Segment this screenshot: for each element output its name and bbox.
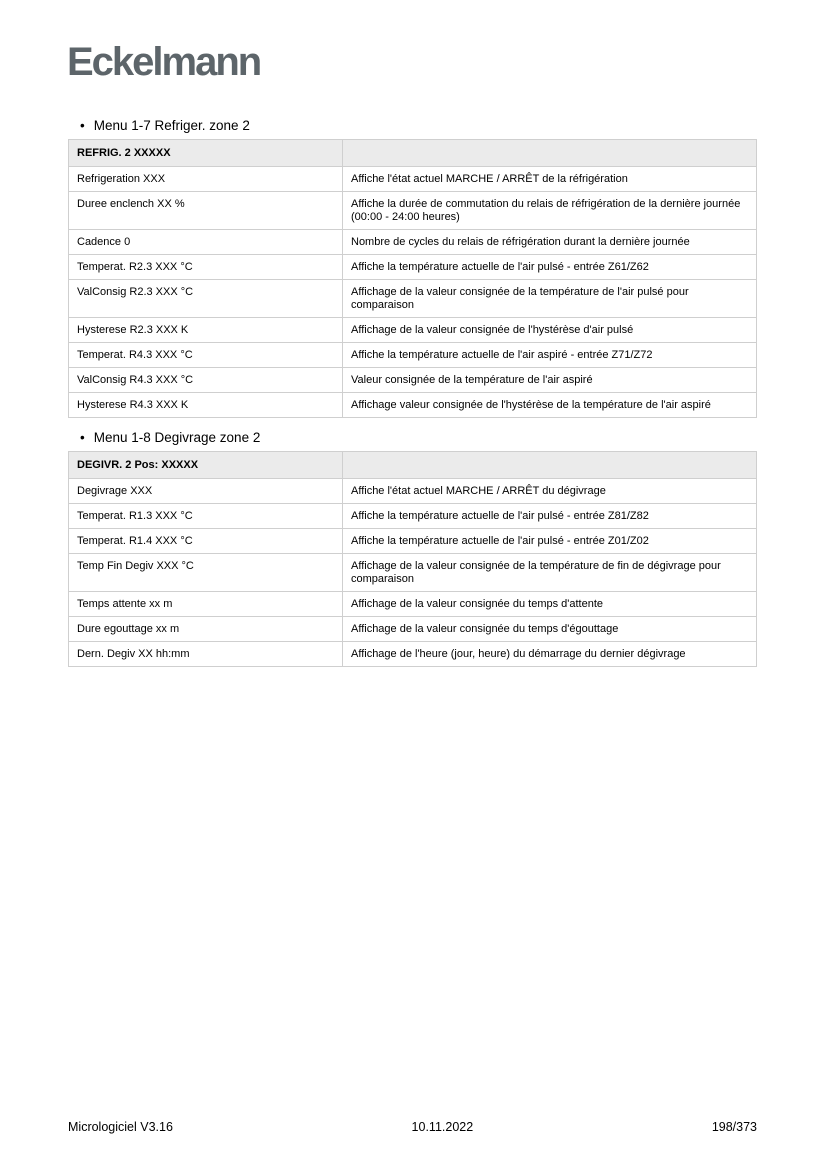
table-row xyxy=(69,592,757,617)
table-row xyxy=(69,617,757,642)
menu-table xyxy=(68,451,757,667)
param-cell: Temperat. R1.3 XXX °C xyxy=(69,504,343,529)
description-cell: Affiche la température actuelle de l'air aspiré - entrée Z71/Z72 xyxy=(343,343,757,368)
description-cell: Affiche l'état actuel MARCHE / ARRÊT de la réfrigération xyxy=(343,167,757,192)
table-header-row xyxy=(69,452,757,479)
description-cell: Affichage de la valeur consignée de la température de fin de dégivrage pour comparaison xyxy=(343,554,757,592)
description-cell: Affiche la température actuelle de l'air pulsé - entrée Z01/Z02 xyxy=(343,529,757,554)
menu-table xyxy=(68,139,757,418)
param-cell: Degivrage XXX xyxy=(69,479,343,504)
description-cell: Affiche la température actuelle de l'air pulsé - entrée Z81/Z82 xyxy=(343,504,757,529)
description-cell: Valeur consignée de la température de l'air aspiré xyxy=(343,368,757,393)
param-cell: Hysterese R2.3 XXX K xyxy=(69,318,343,343)
table-header-cell: REFRIG. 2 XXXXX xyxy=(69,140,343,167)
sections-container xyxy=(0,118,827,667)
description-cell: Affiche la température actuelle de l'air pulsé - entrée Z61/Z62 xyxy=(343,255,757,280)
param-cell: Temperat. R2.3 XXX °C xyxy=(69,255,343,280)
param-cell: Temps attente xx m xyxy=(69,592,343,617)
table-row xyxy=(69,368,757,393)
table-header-cell-empty xyxy=(343,140,757,167)
table-row xyxy=(69,504,757,529)
table-row xyxy=(69,230,757,255)
table-row xyxy=(69,642,757,667)
table-row xyxy=(69,255,757,280)
description-cell: Affiche la durée de commutation du relais de réfrigération de la dernière journée (00:00 - 24:00 heures) xyxy=(343,192,757,230)
description-cell: Affichage de la valeur consignée du temps d'égouttage xyxy=(343,617,757,642)
footer-version: Micrologiciel V3.16 xyxy=(68,1120,173,1134)
param-cell: Refrigeration XXX xyxy=(69,167,343,192)
table-row xyxy=(69,167,757,192)
table-row xyxy=(69,529,757,554)
menu-section xyxy=(0,430,827,667)
bullet-icon: • xyxy=(80,118,85,133)
table-row xyxy=(69,554,757,592)
description-cell: Affichage de la valeur consignée de la température de l'air pulsé pour comparaison xyxy=(343,280,757,318)
table-header-cell: DEGIVR. 2 Pos: XXXXX xyxy=(69,452,343,479)
table-row xyxy=(69,192,757,230)
description-cell: Affichage valeur consignée de l'hystérèse de la température de l'air aspiré xyxy=(343,393,757,418)
table-row xyxy=(69,318,757,343)
param-cell: Cadence 0 xyxy=(69,230,343,255)
param-cell: Dern. Degiv XX hh:mm xyxy=(69,642,343,667)
param-cell: Hysterese R4.3 XXX K xyxy=(69,393,343,418)
bullet-icon: • xyxy=(80,430,85,445)
table-row xyxy=(69,280,757,318)
section-heading xyxy=(80,430,827,446)
section-heading-label: Menu 1-7 Refriger. zone 2 xyxy=(93,118,250,133)
param-cell: Duree enclench XX % xyxy=(69,192,343,230)
description-cell: Affichage de la valeur consignée de l'hystérèse d'air pulsé xyxy=(343,318,757,343)
table-header-cell-empty xyxy=(343,452,757,479)
table-header-row xyxy=(69,140,757,167)
param-cell: Temperat. R1.4 XXX °C xyxy=(69,529,343,554)
param-cell: Temp Fin Degiv XXX °C xyxy=(69,554,343,592)
description-cell: Affichage de l'heure (jour, heure) du démarrage du dernier dégivrage xyxy=(343,642,757,667)
description-cell: Affiche l'état actuel MARCHE / ARRÊT du dégivrage xyxy=(343,479,757,504)
footer xyxy=(68,1120,757,1135)
section-heading xyxy=(80,118,827,134)
param-cell: Dure egouttage xx m xyxy=(69,617,343,642)
description-cell: Affichage de la valeur consignée du temps d'attente xyxy=(343,592,757,617)
table-row xyxy=(69,393,757,418)
footer-date: 10.11.2022 xyxy=(411,1120,474,1134)
param-cell: Temperat. R4.3 XXX °C xyxy=(69,343,343,368)
description-cell: Nombre de cycles du relais de réfrigération durant la dernière journée xyxy=(343,230,757,255)
table-row xyxy=(69,343,757,368)
menu-section xyxy=(0,118,827,418)
section-heading-label: Menu 1-8 Degivrage zone 2 xyxy=(93,430,261,445)
param-cell: ValConsig R2.3 XXX °C xyxy=(69,280,343,318)
table-row xyxy=(69,479,757,504)
footer-page-number: 198/373 xyxy=(711,1120,757,1134)
company-logo: Eckelmann xyxy=(67,40,261,84)
param-cell: ValConsig R4.3 XXX °C xyxy=(69,368,343,393)
